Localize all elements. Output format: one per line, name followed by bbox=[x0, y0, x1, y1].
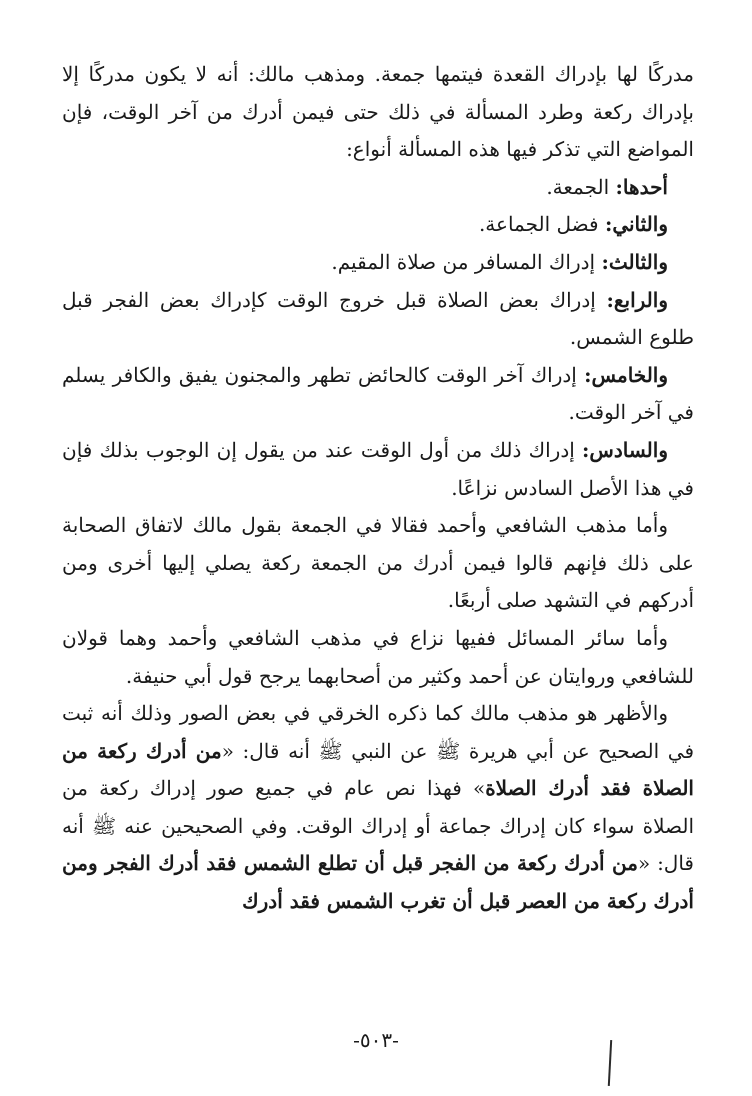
paragraph-malik-view-text-1: والأظهر هو مذهب مالك كما ذكره الخرقي في بعض الصور وذلك أنه ثبت في الصحيح عن أبي هريرة ﷺ عن النبي ﷺ أنه قال: « bbox=[62, 701, 694, 763]
item-label-fifth: والخامس: bbox=[584, 362, 668, 387]
paragraph-other-issues bbox=[62, 620, 694, 695]
paragraph-other-issues-text: وأما سائر المسائل ففيها نزاع في مذهب الشافعي وأحمد وهما قولان للشافعي وروايتان عن أحمد وكثير من أصحابهما يرجح قول أبي حنيفة. bbox=[62, 625, 694, 688]
paragraph-item-third bbox=[62, 244, 694, 282]
paragraph-intro-text: مدركًا لها بإدراك القعدة فيتمها جمعة. ومذهب مالك: أنه لا يكون مدركًا إلا بإدراك ركعة وطرد المسألة في ذلك حتى فيمن أدرك من آخر الوقت، فإن المواضع التي تذكر فيها هذه المسألة أنواع: bbox=[62, 62, 694, 162]
hadith-quote-one: من أدرك ركعة من الصلاة فقد أدرك الصلاة bbox=[62, 738, 694, 801]
paragraph-intro bbox=[62, 56, 694, 169]
item-label-fourth: والرابع: bbox=[606, 287, 668, 312]
item-text-second: فضل الجماعة. bbox=[478, 212, 605, 237]
paragraph-item-sixth bbox=[62, 432, 694, 507]
item-label-second: والثاني: bbox=[604, 212, 668, 237]
item-text-fourth: إدراك بعض الصلاة قبل خروج الوقت كإدراك بعض الفجر قبل طلوع الشمس. bbox=[62, 287, 694, 350]
page-number: -٥٠٣- bbox=[353, 1028, 399, 1052]
paragraph-item-second bbox=[62, 206, 694, 244]
item-text-first: الجمعة. bbox=[546, 174, 616, 199]
item-label-third: والثالث: bbox=[601, 249, 668, 274]
paragraph-shafii-ahmad-text: وأما مذهب الشافعي وأحمد فقالا في الجمعة بقول مالك لاتفاق الصحابة على ذلك فإنهم قالوا فيمن أدرك من الجمعة ركعة يصلي إليها أخرى ومن أدركهم في التشهد صلى أربعًا. bbox=[62, 513, 694, 613]
paragraph-shafii-ahmad bbox=[62, 507, 694, 620]
item-label-sixth: والسادس: bbox=[582, 437, 668, 462]
paragraph-item-fifth bbox=[62, 357, 694, 432]
paragraph-item-first bbox=[62, 169, 694, 207]
paragraph-item-fourth bbox=[62, 282, 694, 357]
item-text-fifth: إدراك آخر الوقت كالحائض تطهر والمجنون يفيق والكافر يسلم في آخر الوقت. bbox=[62, 362, 694, 425]
body-text bbox=[62, 56, 694, 921]
paragraph-malik-view-text-2: » فهذا نص عام في جميع صور إدراك ركعة من الصلاة سواء كان إدراك جماعة أو إدراك الوقت. وفي الصحيحين عنه ﷺ أنه قال: « bbox=[62, 776, 694, 876]
item-text-third: إدراك المسافر من صلاة المقيم. bbox=[331, 249, 602, 274]
hadith-quote-two: من أدرك ركعة من الفجر قبل أن تطلع الشمس فقد أدرك الفجر ومن أدرك ركعة من العصر قبل أن تغرب الشمس فقد أدرك bbox=[62, 851, 694, 914]
item-text-sixth: إدراك ذلك من أول الوقت عند من يقول إن الوجوب بذلك فإن في هذا الأصل السادس نزاعًا. bbox=[62, 437, 694, 500]
paragraph-malik-view bbox=[62, 695, 694, 921]
item-label-first: أحدها: bbox=[615, 174, 668, 199]
